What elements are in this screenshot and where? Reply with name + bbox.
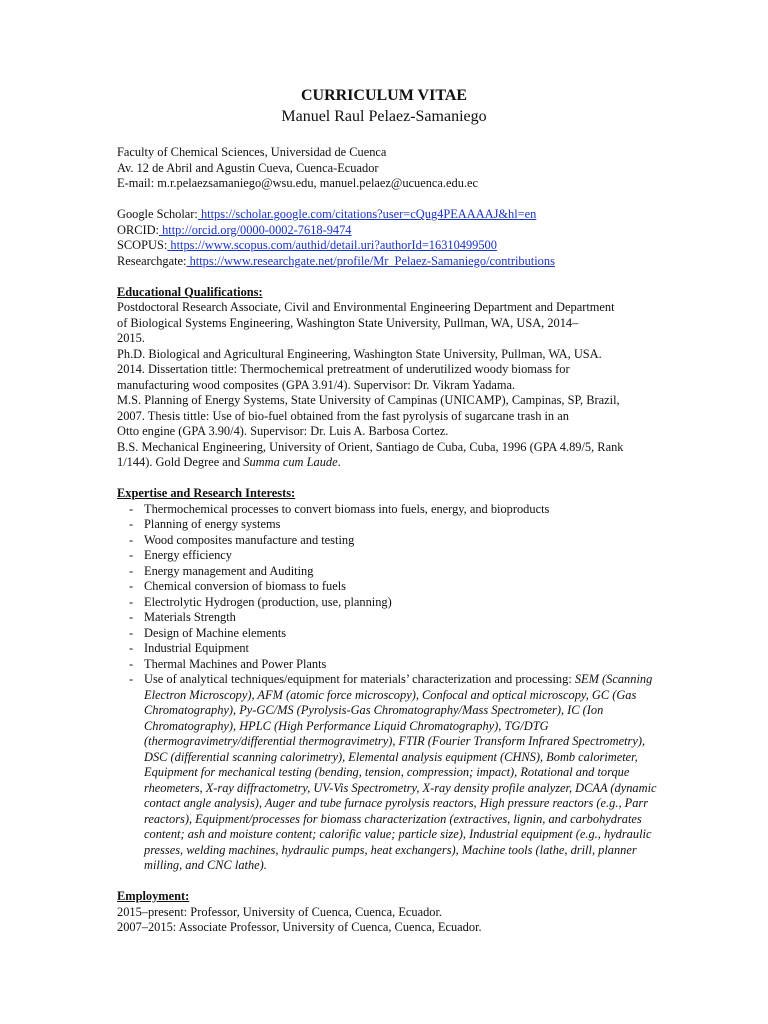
education-entry-bs bbox=[117, 440, 657, 471]
expertise-section bbox=[117, 486, 657, 874]
list-item-text: Use of analytical techniques/equipment for materials’ characterization and processing: bbox=[144, 672, 575, 686]
entry-continuation bbox=[117, 455, 657, 471]
person-name: Manuel Raul Pelaez-Samaniego bbox=[281, 108, 487, 125]
profile-researchgate bbox=[117, 254, 657, 270]
employment-heading: Employment: bbox=[117, 889, 190, 903]
email-line: E-mail: m.r.pelaezsamaniego@wsu.edu, manuel.pelaez@ucuenca.edu.ec bbox=[117, 176, 478, 190]
entry-text: . bbox=[337, 455, 341, 469]
list-item: - Chemical conversion of biomass to fuels bbox=[117, 579, 657, 595]
list-item: - Electrolytic Hydrogen (production, use, planning) bbox=[117, 595, 657, 611]
employment-entry: 2007–2015: Associate Professor, University of Cuenca, Cuenca, Ecuador. bbox=[117, 920, 482, 934]
education-section bbox=[117, 285, 657, 471]
education-entry-postdoc bbox=[117, 300, 657, 347]
employment-entry: 2015–present: Professor, University of Cuenca, Cuenca, Ecuador. bbox=[117, 904, 443, 919]
entry-text: B.S. Mechanical Engineering, University of Orient, Santiago de Cuba, Cuba, 1996 (GPA 4.89/5, Rank bbox=[117, 439, 624, 454]
profile-label: Researchgate: bbox=[117, 253, 187, 268]
list-item: - Thermal Machines and Power Plants bbox=[117, 657, 657, 673]
list-item: - Design of Machine elements bbox=[117, 626, 657, 642]
entry-text: 2015. bbox=[117, 331, 145, 345]
profile-label: Google Scholar: bbox=[117, 207, 198, 221]
profile-orcid bbox=[117, 223, 657, 239]
entry-text: M.S. Planning of Energy Systems, State University of Campinas (UNICAMP), Campinas, SP, Brazil, bbox=[117, 393, 620, 407]
entry-text: 1/144). Gold Degree and bbox=[117, 455, 244, 469]
affiliation-line: Faculty of Chemical Sciences, Universidad de Cuenca bbox=[117, 145, 387, 159]
profiles-block bbox=[117, 207, 657, 269]
entry-text: of Biological Systems Engineering, Washington State University, Pullman, WA, USA, 2014– bbox=[117, 315, 579, 330]
education-entry-phd bbox=[117, 347, 657, 394]
profile-scopus bbox=[117, 238, 657, 254]
honors-text: Summa cum Laude bbox=[243, 455, 338, 469]
entry-text: Ph.D. Biological and Agricultural Engineering, Washington State University, Pullman, WA, USA. bbox=[117, 346, 602, 361]
education-heading: Educational Qualifications: bbox=[117, 284, 263, 299]
contact-block bbox=[117, 145, 657, 192]
document-title: CURRICULUM VITAE bbox=[300, 87, 468, 104]
list-item-analytical-techniques bbox=[117, 672, 657, 874]
employment-section bbox=[117, 889, 657, 936]
techniques-text: SEM (Scanning Electron Microscopy), AFM (atomic force microscopy), Confocal and optical microscopy, GC (Gas Chromatography), Py-GC/MS (Pyrolysis-Gas Chromatography/Mass Spectrometer), IC (Ion Chromatography), HPLC (High Performance Liquid Chromatography), TG/DTG (thermogravimetry/differential thermogravimetry), FTIR (Fourier Transform Infrared Spectrometry), DSC (differential scanning calorimetry), Elemental analysis equipment (CHNS), Bomb calorimeter, Equipment for mechanical testing (bending, tension, compression; impact), Rotational and torque rheometers, X-ray diffractometry, UV-Vis Spectrometry, X-ray density profile analyzer, DCAA (dynamic contact angle analysis), Auger and tube furnace pyrolysis reactors, High pressure reactors (e.g., Parr reactors), Equipment/processes for biomass characterization (extractives, lignin, and carbohydrates content; ash and moisture content; calorific value; particle size), Industrial equipment (e.g., hydraulic presses, welding machines, hydraulic pumps, heat exchangers), Machine tools (lathe, drill, planner milling, and CNC lathe). bbox=[144, 672, 657, 872]
entry-text: 2007. Thesis tittle: Use of bio-fuel obtained from the fast pyrolysis of sugarcane trash in an bbox=[117, 408, 569, 423]
list-item: - Materials Strength bbox=[117, 610, 657, 626]
education-entry-ms bbox=[117, 393, 657, 440]
list-item: - Energy management and Auditing bbox=[117, 564, 657, 580]
list-item: - Wood composites manufacture and testing bbox=[117, 533, 657, 549]
list-item: - Thermochemical processes to convert biomass into fuels, energy, and bioproducts bbox=[117, 502, 657, 518]
profile-google-scholar bbox=[117, 207, 657, 223]
profile-label: ORCID: bbox=[117, 222, 159, 237]
expertise-heading: Expertise and Research Interests: bbox=[117, 486, 296, 500]
scopus-link[interactable]: https://www.scopus.com/authid/detail.uri?authorId=16310499500 bbox=[167, 238, 497, 252]
list-item: - Industrial Equipment bbox=[117, 641, 657, 657]
profile-label: SCOPUS: bbox=[117, 238, 168, 252]
list-item: - Energy efficiency bbox=[117, 548, 657, 564]
google-scholar-link[interactable]: https://scholar.google.com/citations?user=cQug4PEAAAAJ&hl=en bbox=[197, 207, 537, 221]
researchgate-link[interactable]: https://www.researchgate.net/profile/Mr_Pelaez-Samaniego/contributions bbox=[186, 253, 555, 268]
entry-text: Postdoctoral Research Associate, Civil and Environmental Engineering Department and Department bbox=[117, 300, 615, 314]
orcid-link[interactable]: http://orcid.org/0000-0002-7618-9474 bbox=[159, 222, 352, 237]
entry-text: 2014. Dissertation tittle: Thermochemical pretreatment of underutilized woody biomass for bbox=[117, 362, 570, 376]
address-line: Av. 12 de Abril and Agustin Cueva, Cuenca-Ecuador bbox=[117, 160, 379, 175]
list-item: - Planning of energy systems bbox=[117, 517, 657, 533]
entry-text: Otto engine (GPA 3.90/4). Supervisor: Dr. Luis A. Barbosa Cortez. bbox=[117, 424, 449, 438]
cv-body bbox=[117, 145, 657, 936]
expertise-list bbox=[117, 502, 657, 874]
entry-text: manufacturing wood composites (GPA 3.91/4). Supervisor: Dr. Vikram Yadama. bbox=[117, 377, 516, 392]
